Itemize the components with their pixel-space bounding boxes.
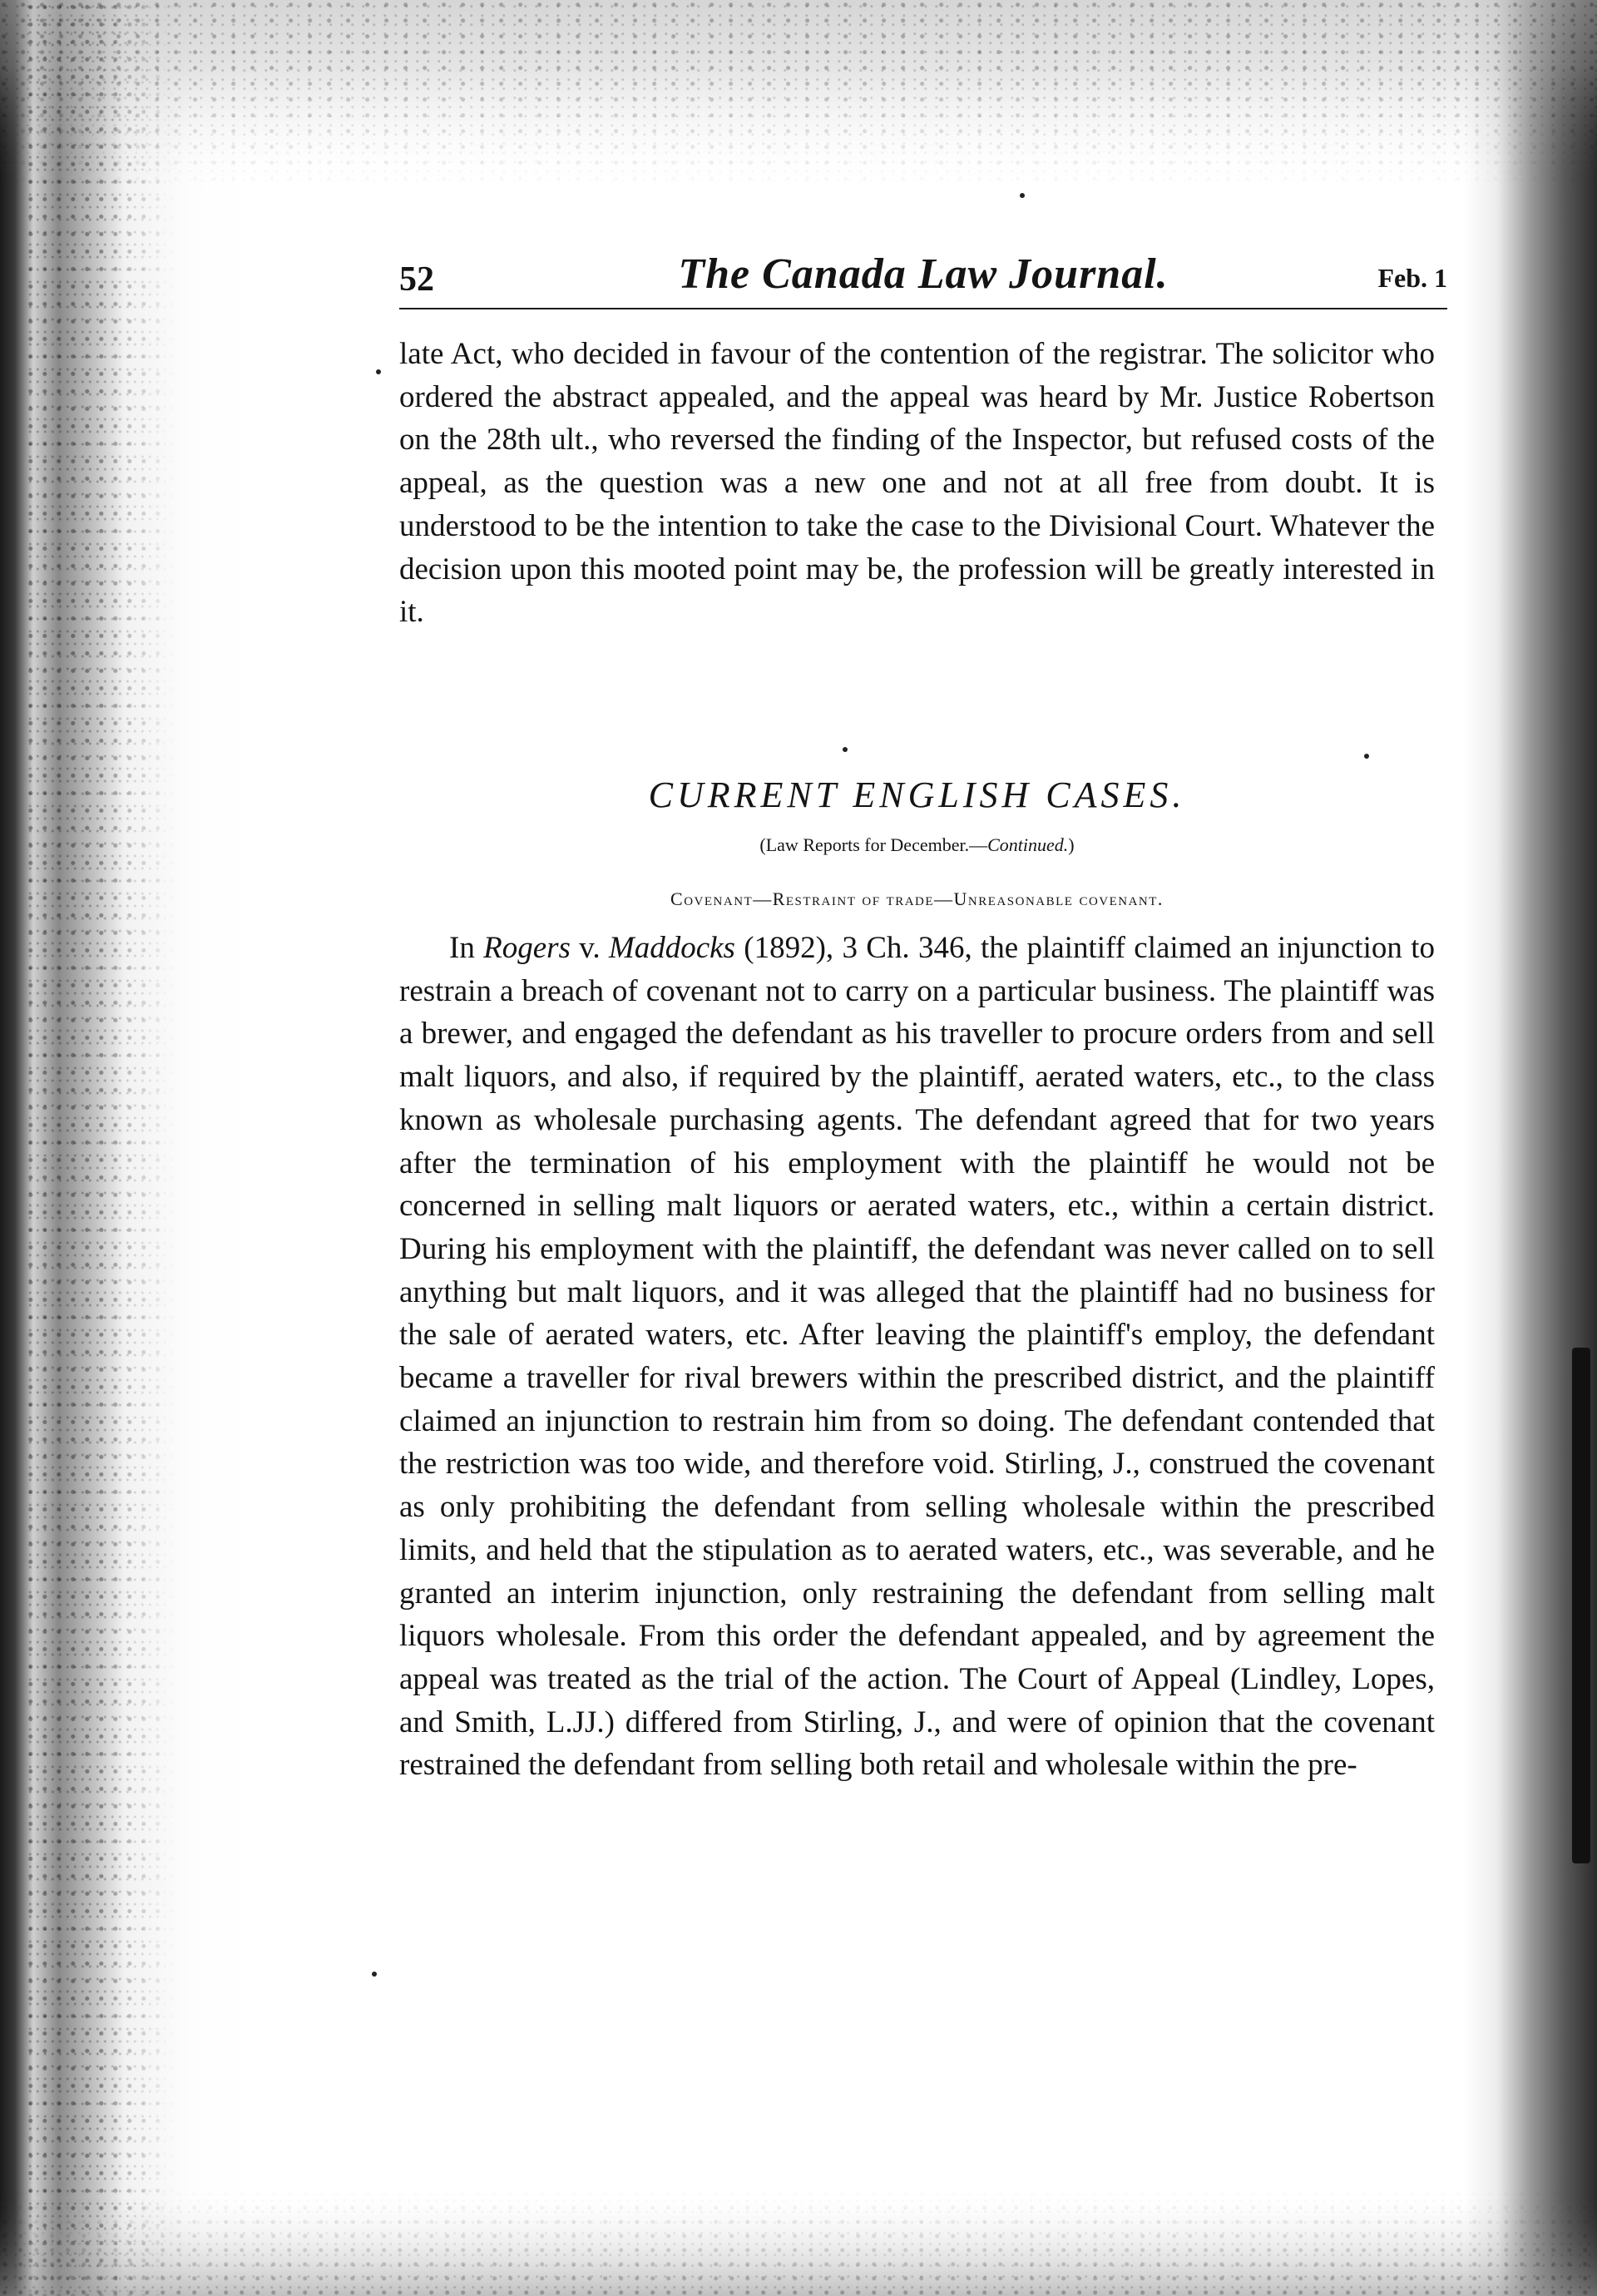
article-paragraph [399, 927, 1435, 1787]
scan-speck [1020, 193, 1025, 198]
scan-noise-top [0, 0, 1597, 191]
scan-speck [1364, 754, 1369, 759]
article-lead: In [449, 931, 484, 965]
topic-line: Covenant—Restraint of trade—Unreasonable covenant. [670, 888, 1164, 909]
subheading-prefix: (Law Reports for December.— [759, 834, 988, 855]
scan-noise-binding [25, 0, 175, 2296]
continuation-text: late Act, who decided in favour of the contention of the registrar. The solicitor who ordered the abstract appealed, and the appeal was heard by Mr. Justice Robertson on the 28th ult., who reversed the finding of the Inspector, but refused costs of the appeal, as the question was a new one and not at all free from doubt. It is understood to be the intention to take the case to the Divisional Court. Whatever the decision upon this mooted point may be, the profession will be greatly interested in it. [399, 337, 1435, 630]
article-text: (1892), 3 Ch. 346, the plaintiff claimed an injunction to restrain a breach of covenant not to carry on a particular business. The plaintiff was a brewer, and engaged the defendant as his traveller to procure orders from and sell malt liquors, and also, if required by the plaintiff, aerated waters, etc., to the class known as wholesale purchasing agents. The defendant agreed that for two years after the termination of his employment with the plaintiff he would not be concerned in selling malt liquors or aerated waters, etc., within a certain district. During his employment with the plaintiff, the defendant was never called on to sell anything but malt liquors, and it was alleged that the plaintiff had no business for the sale of aerated waters, etc. After leaving the plaintiff's employ, the defendant became a traveller for rival brewers within the prescribed district, and the plaintiff claimed an injunction to restrain him from so doing. The defendant contended that the restriction was too wide, and therefore void. Stirling, J., construed the covenant as only prohibiting the defendant from selling wholesale within the prescribed limits, and held that the stipulation as to aerated waters, etc., was severable, and he granted an interim injunction, only restraining the defendant from selling malt liquors wholesale. From this order the defendant appealed, and by agreement the appeal was treated as the trial of the action. The Court of Appeal (Lindley, Lopes, and Smith, L.JJ.) differed from Stirling, J., and were of opinion that the covenant restrained the defendant from selling both retail and wholesale within the pre- [399, 931, 1436, 1783]
running-head [399, 250, 1447, 309]
binding-shadow [1572, 1348, 1590, 1863]
case-party-1: Rogers [483, 931, 571, 965]
continuation-paragraph [399, 333, 1435, 634]
scan-speck [376, 369, 381, 374]
subheading-suffix: ) [1068, 834, 1075, 855]
scan-noise-bottom [0, 2188, 1597, 2296]
section-heading: CURRENT ENGLISH CASES. [648, 774, 1186, 815]
page-number: 52 [399, 260, 434, 299]
case-versus: v. [570, 931, 609, 965]
journal-title: The Canada Law Journal. [678, 250, 1169, 298]
article-body [399, 927, 1435, 1787]
scan-speck [372, 1972, 377, 1977]
section-subheading [399, 834, 1435, 856]
issue-date: Feb. 1 [1377, 263, 1447, 293]
subheading-emphasis: Continued. [987, 834, 1069, 855]
case-party-2: Maddocks [608, 931, 735, 965]
scan-speck [843, 747, 848, 752]
